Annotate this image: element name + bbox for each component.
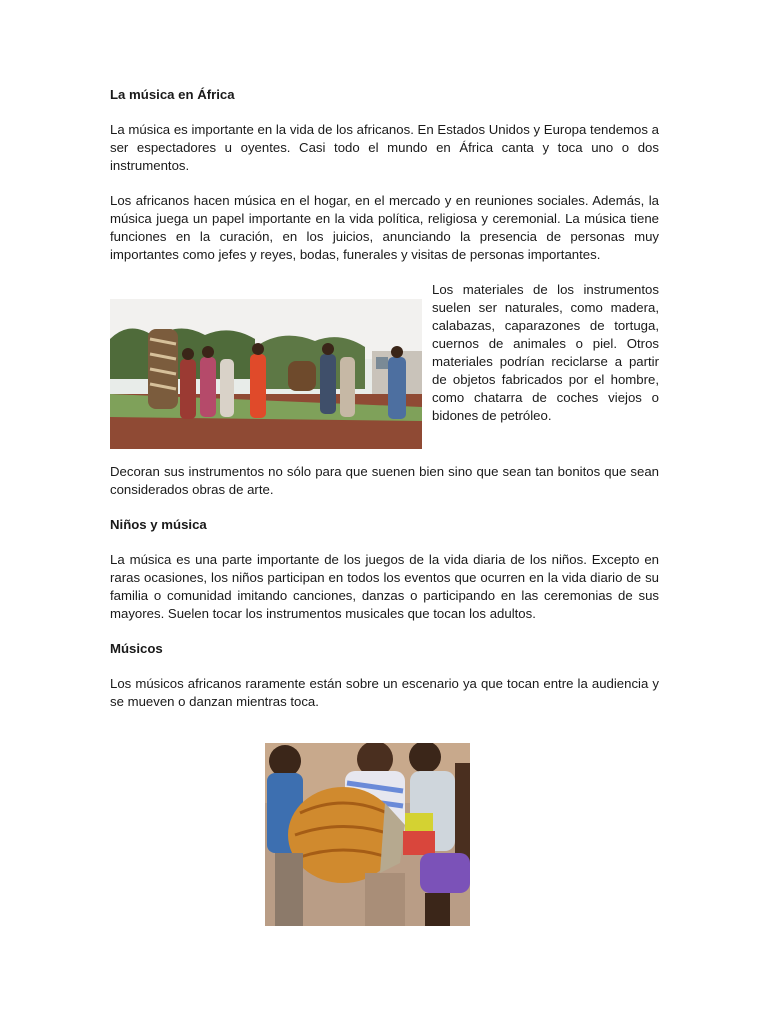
heading-ninos-musica: Niños y música bbox=[110, 517, 207, 532]
paragraph-children: La música es una parte importante de los juegos de la vida diaria de los niños. Excepto en raras ocasiones, los niños participan en todos los eventos que ocurren en la vida diario de su familia o comunidad imitando canciones, danzas o participando en las ceremonias de sus mayores. Suelen tocar los instrumentos musicales que tocan los adultos. bbox=[110, 552, 659, 621]
document-body bbox=[110, 86, 659, 711]
paragraph-musicians: Los músicos africanos raramente están sobre un escenario ya que tocan entre la audiencia y se mueven o danzan mientras toca. bbox=[110, 676, 659, 709]
paragraph-contexts: Los africanos hacen música en el hogar, en el mercado y en reuniones sociales. Además, la música juega un papel importante en la vida política, religiosa y ceremonial. La música tiene funciones en la curación, en los juicios, anunciando la presencia de personas muy importantes como jefes y reyes, bodas, funerales y visitas de personas importantes. bbox=[110, 193, 659, 262]
heading-musicos: Músicos bbox=[110, 641, 163, 656]
dancers-photo bbox=[110, 299, 422, 449]
children-gourd-photo bbox=[265, 743, 470, 926]
heading-musica-africa: La música en África bbox=[110, 87, 235, 102]
paragraph-intro: La música es importante en la vida de los africanos. En Estados Unidos y Europa tendemos a ser espectadores u oyentes. Casi todo el mundo en África canta y toca uno o dos instrumentos. bbox=[110, 122, 659, 173]
paragraph-decoration: Decoran sus instrumentos no sólo para que suenen bien sino que sean tan bonitos que sean considerados obras de arte. bbox=[110, 464, 659, 497]
image-text-row bbox=[110, 281, 659, 449]
paragraph-materials: Los materiales de los instrumentos suelen ser naturales, como madera, calabazas, caparazones de tortuga, cuernos de animales o piel. Otros materiales podrían reciclarse a partir de objetos fabricados por el hombre, como chatarra de coches viejos o bidones de petróleo. bbox=[432, 282, 659, 423]
